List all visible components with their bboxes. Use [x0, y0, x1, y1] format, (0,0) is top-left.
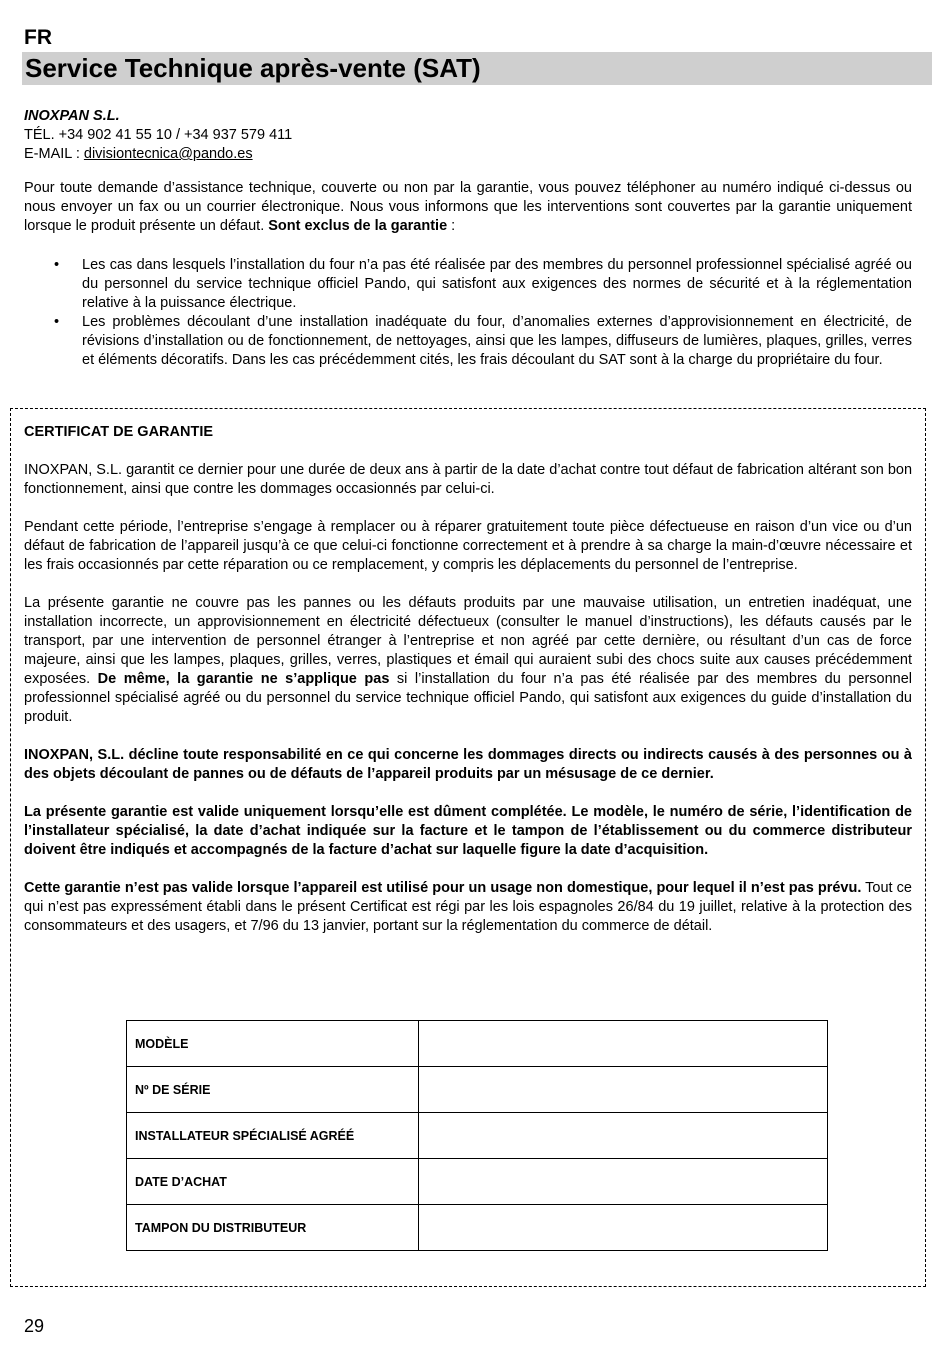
form-field-purchase-date[interactable]: [419, 1159, 828, 1205]
table-row: [127, 1067, 828, 1113]
certificate-p6-rest: Tout ce qui n’est pas expressément établi dans le présent Certificat est régi par les lois espagnoles 26/84 du 19 juillet, relative à la protection des consommateurs et des usagers, et 7/96 du 13 janvier, portant sur la réglementation du commerce de détail.: [24, 880, 912, 934]
certificate-paragraph-5: La présente garantie est valide uniquement lorsqu’elle est dûment complétée. Le modèle, le numéro de série, l’identification de l’installateur spécialisé, la date d’achat indiquée sur la facture et le tampon de l’établissement ou du commerce distributeur doivent être indiqués et accompagnés de la facture d’achat sur laquelle figure la date d’acquisition.: [24, 804, 912, 858]
page-title: Service Technique après-vente (SAT): [25, 53, 481, 83]
page-number: 29: [24, 1316, 45, 1336]
certificate-paragraph-4: INOXPAN, S.L. décline toute responsabilité en ce qui concerne les dommages directs ou indirects causés à des personnes ou à des objets découlant de pannes ou de défauts de l’appareil produits par un mésusage de ce dernier.: [24, 747, 912, 782]
email-link[interactable]: divisiontecnica@pando.es: [83, 146, 253, 162]
list-item: [24, 256, 912, 313]
certificate-title: CERTIFICAT DE GARANTIE: [24, 424, 214, 440]
intro-bold: Sont exclus de la garantie: [268, 218, 448, 234]
form-field-model[interactable]: [419, 1021, 828, 1067]
certificate-p3-end: si l’installation du four n’a pas été réalisée par des membres du personnel professionnel spécialisé agréé ou du personnel du service technique officiel Pando, qui satisfont aux exigences du guide d’installation du produit.: [24, 671, 913, 725]
table-row: [127, 1113, 828, 1159]
intro-text: Pour toute demande d’assistance technique, couverte ou non par la garantie, vous pouvez téléphoner au numéro indiqué ci-dessus ou nous envoyer un fax ou un courrier électronique. Nous vous informons que les interventions sont couvertes par la garantie uniquement lorsque le produit présente un défaut.: [24, 180, 912, 234]
form-label-distributor-stamp: TAMPON DU DISTRIBUTEUR: [127, 1205, 419, 1251]
form-field-distributor-stamp[interactable]: [419, 1205, 828, 1251]
form-label-model: MODÈLE: [127, 1021, 419, 1067]
form-label-installer: INSTALLATEUR SPÉCIALISÉ AGRÉÉ: [127, 1113, 419, 1159]
certificate-paragraph-3: [24, 594, 912, 727]
email-label: E-MAIL :: [24, 146, 84, 162]
exclusion-list: [24, 256, 912, 370]
certificate-paragraph-1: INOXPAN, S.L. garantit ce dernier pour une durée de deux ans à partir de la date d’achat contre tout défaut de fabrication altérant son bon fonctionnement, ainsi que contre les dommages occasionnés par celui-ci.: [24, 462, 913, 497]
title-bar: [22, 52, 932, 85]
company-name: INOXPAN S.L.: [24, 108, 120, 124]
table-row: [127, 1159, 828, 1205]
intro-paragraph: [24, 179, 912, 236]
intro-tail: :: [447, 218, 456, 234]
telephone-line: TÉL. +34 902 41 55 10 / +34 937 579 411: [24, 127, 293, 143]
form-field-serial[interactable]: [419, 1067, 828, 1113]
certificate-p6-bold: Cette garantie n’est pas valide lorsque l’appareil est utilisé pour un usage non domestique, pour lequel il n’est pas prévu.: [24, 880, 862, 896]
list-item-text: Les cas dans lesquels l’installation du four n’a pas été réalisée par des membres du personnel professionnel spécialisé agréé ou du personnel du service technique officiel Pando, qui satisfont aux exigences des normes de sécurité et à la réglementation relative à la puissance électrique.: [82, 257, 912, 311]
list-item: [24, 313, 912, 370]
warranty-form-table: [126, 1020, 828, 1251]
language-code: FR: [24, 26, 52, 49]
bullet-icon: •: [54, 257, 60, 273]
certificate-p3-bold: De même, la garantie ne s’applique pas: [97, 671, 390, 687]
certificate-p3-start: La présente garantie ne couvre pas les pannes ou les défauts produits par une mauvaise utilisation, un entretien inadéquat, une installation incorrecte, un approvisionnement en électricité défectueux (consulter le manuel d’instructions), les défauts causés par le transport, par une intervention de personnel étranger à l’entreprise et non agréé par cette dernière, ou résultant d’un cas de force majeure, ainsi que les lampes, plaques, grilles, verres, plastiques et émail qui auraient subi des chocs suite aux causes précédemment exposées.: [24, 595, 912, 687]
bullet-icon: •: [54, 314, 60, 330]
form-label-serial: Nº DE SÉRIE: [127, 1067, 419, 1113]
list-item-text: Les problèmes découlant d’une installation inadéquate du four, d’anomalies externes d’approvisionnement en électricité, de révisions d’installation ou de fonctionnement, de nettoyages, ainsi que les lampes, diffuseurs de lumières, plaques, grilles, verres et éléments décoratifs. Dans les cas précédemment cités, les frais découlant du SAT sont à la charge du propriétaire du four.: [82, 314, 912, 368]
email-line: [24, 145, 292, 164]
contact-block: [24, 107, 292, 164]
form-field-installer[interactable]: [419, 1113, 828, 1159]
table-row: [127, 1021, 828, 1067]
certificate-content: [24, 423, 912, 955]
certificate-paragraph-6: [24, 879, 912, 936]
form-label-purchase-date: DATE D’ACHAT: [127, 1159, 419, 1205]
certificate-paragraph-2: Pendant cette période, l’entreprise s’engage à remplacer ou à réparer gratuitement toute pièce défectueuse en raison d’un vice ou d’un défaut de fabrication de l’appareil jusqu’à ce que celui-ci fonctionne correctement et à prendre à sa charge la main-d’œuvre nécessaire et les frais occasionnés par cette réparation ou ce remplacement, y compris les déplacements du personnel de l’entreprise.: [24, 519, 912, 573]
table-row: [127, 1205, 828, 1251]
